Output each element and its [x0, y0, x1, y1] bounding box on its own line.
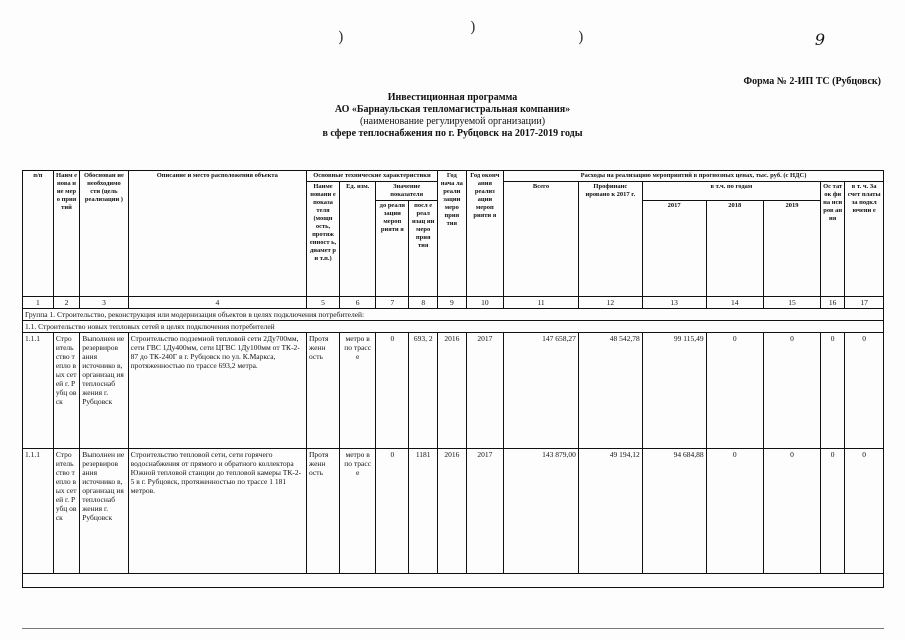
group-row	[23, 309, 884, 321]
column-number: 3	[80, 297, 128, 309]
column-number: 2	[53, 297, 79, 309]
cell-remaining: 0	[821, 449, 845, 574]
cell-np: 1.1.1	[23, 333, 54, 449]
form-title: Форма № 2-ИП ТС (Рубцовск)	[743, 76, 881, 87]
cell-financed: 48 542,78	[578, 333, 642, 449]
header-2018: 2018	[706, 201, 763, 297]
cell-description: Строительство подземной тепловой сети 2Ду700мм, сети ГВС 1Ду400мм, сети ЦГВС 1Ду100мм от ТК-2-87 до ТК-240Г в г. Рубцовск по ул. К.Маркса, протяженностью по трассе 693,2 метра.	[128, 333, 306, 449]
column-number: 10	[466, 297, 503, 309]
scan-mark: )	[470, 18, 476, 36]
cell-year-start: 2016	[438, 449, 467, 574]
header-by-years: в т.ч. по годам	[642, 182, 820, 201]
cell-2019: 0	[763, 333, 820, 449]
header-value-after: посл е реал изац ии меро прия тия	[409, 201, 438, 297]
subgroup-title: 1.1. Строительство новых тепловых сетей в целях подключения потребителей	[23, 321, 884, 333]
cell-tech-name: Протя женн ость	[307, 449, 340, 574]
header-description: Описание и место расположения объекта	[128, 171, 306, 297]
empty-cell	[23, 574, 884, 588]
column-number: 4	[128, 297, 306, 309]
cell-total: 143 879,00	[504, 449, 579, 574]
cell-year-start: 2016	[438, 333, 467, 449]
column-number: 8	[409, 297, 438, 309]
cell-value-after: 1181	[409, 449, 438, 574]
header-tech-name: Наиме новани е показа теля (мощн ость, протяж енност ь, диамет р и т.п.)	[307, 182, 340, 297]
column-number: 17	[845, 297, 884, 309]
document-heading	[0, 92, 905, 140]
page-bottom-rule	[22, 628, 884, 629]
cell-2017: 99 115,49	[642, 333, 706, 449]
header-value-before: до реали зации мероп рияти я	[376, 201, 409, 297]
investment-table	[22, 170, 884, 588]
cell-np: 1.1.1	[23, 449, 54, 574]
header-financed: Профинанс ировано к 2017 г.	[578, 182, 642, 297]
column-number: 7	[376, 297, 409, 309]
column-number: 13	[642, 297, 706, 309]
cell-financed: 49 194,12	[578, 449, 642, 574]
cell-connection-fee: 0	[845, 449, 884, 574]
header-year-start: Год нача ла реали зации меро прия тия	[438, 171, 467, 297]
table-row	[23, 333, 884, 449]
column-number: 15	[763, 297, 820, 309]
cell-2018: 0	[706, 333, 763, 449]
header-np: п/п	[23, 171, 54, 297]
column-number: 9	[438, 297, 467, 309]
cell-tech-name: Протя женн ость	[307, 333, 340, 449]
cell-2019: 0	[763, 449, 820, 574]
cell-justification: Выполнен ие резервиров ания источнико в, организац ия теплоснаб жения г. Рубцовск	[80, 449, 128, 574]
heading-line: АО «Барнаульская тепломагистральная компания»	[334, 104, 571, 115]
page-number: 9	[814, 30, 825, 49]
column-number: 12	[578, 297, 642, 309]
column-number: 11	[504, 297, 579, 309]
cell-total: 147 658,27	[504, 333, 579, 449]
column-number-row	[23, 297, 884, 309]
subgroup-row	[23, 321, 884, 333]
cell-remaining: 0	[821, 333, 845, 449]
cell-value-after: 693, 2	[409, 333, 438, 449]
cell-year-end: 2017	[466, 333, 503, 449]
scan-mark: )	[338, 28, 344, 46]
scan-mark: )	[578, 28, 584, 46]
column-number: 16	[821, 297, 845, 309]
cell-year-end: 2017	[466, 449, 503, 574]
column-number: 6	[340, 297, 376, 309]
cell-value-before: 0	[376, 449, 409, 574]
heading-line: (наименование регулируемой организации)	[359, 116, 546, 127]
header-unit: Ед. изм.	[340, 182, 376, 297]
header-2019: 2019	[763, 201, 820, 297]
header-justification: Обоснован ие необходимо сти (цель реализации )	[80, 171, 128, 297]
group-title: Группа 1. Строительство, реконструкция или модернизация объектов в целях подключения потребителей:	[23, 309, 884, 321]
cell-connection-fee: 0	[845, 333, 884, 449]
header-name: Наим енова ние меро прия тий	[53, 171, 79, 297]
cell-unit: метро в по трасс е	[340, 333, 376, 449]
cell-value-before: 0	[376, 333, 409, 449]
column-number: 14	[706, 297, 763, 309]
cell-unit: метро в по трасс е	[340, 449, 376, 574]
header-2017: 2017	[642, 201, 706, 297]
column-number: 1	[23, 297, 54, 309]
cell-name: Стро итель ство тепло вых сетей г. Рубц овск	[53, 449, 79, 574]
cell-justification: Выполнен ие резервиров ания источнико в, организац ия теплоснаб жения г. Рубцовск	[80, 333, 128, 449]
cell-2017: 94 684,88	[642, 449, 706, 574]
header-expenses: Расходы на реализацию мероприятий в прогнозных ценах, тыс. руб. (с НДС)	[504, 171, 884, 182]
header-total: Всего	[504, 182, 579, 297]
header-tech: Основные технические характеристики	[307, 171, 438, 182]
heading-line: Инвестиционная программа	[387, 92, 518, 103]
heading-line: в сфере теплоснабжения по г. Рубцовск на 2017-2019 годы	[322, 128, 583, 139]
header-year-end: Год оконч ания реализ ации мероп рияти я	[466, 171, 503, 297]
cell-2018: 0	[706, 449, 763, 574]
column-number: 5	[307, 297, 340, 309]
cell-description: Строительство тепловой сети, сети горячего водоснабжения от прямого и обратного коллектора Южной тепловой станции до тепловой камеры ТК-2-5 в г. Рубцовск, протяженностью по трассе 1 181 метров.	[128, 449, 306, 574]
cell-name: Стро итель ство тепло вых сетей г. Рубц овск	[53, 333, 79, 449]
header-remaining: Ос тат ок фи на нси ров ан ия	[821, 182, 845, 297]
table-empty-row	[23, 574, 884, 588]
header-value: Значение показателя	[376, 182, 438, 201]
header-connection-fee: в т. ч. За счет платы за подкл ючени е	[845, 182, 884, 297]
table-row	[23, 449, 884, 574]
